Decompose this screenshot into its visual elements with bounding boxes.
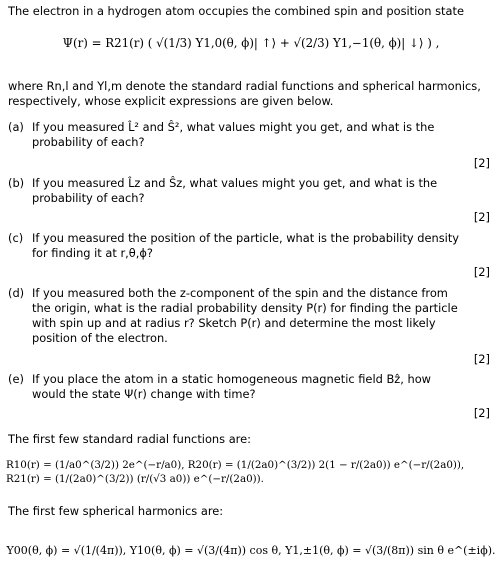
question-label: (a) — [8, 120, 24, 134]
harmonics-equation: Y00(θ, ϕ) = √(1/(4π)), Y10(θ, ϕ) = √(3/(4π)) cos θ, Y1,±1(θ, ϕ) = √(3/(8π)) sin θ e^(±iϕ). — [6, 544, 496, 557]
question-label: (b) — [8, 176, 25, 190]
question-text: If you measured the position of the particle, what is the probability density for finding it at r,θ,ϕ? — [32, 231, 460, 260]
question-text: If you measured both the z-component of the spin and the distance from the origin, what is the radial probability density P(r) for finding the particle with spin up and at radius r? Sketch P(r) and determine the most likely position of the electron. — [32, 286, 458, 345]
marks-a: [2] — [473, 156, 490, 170]
question-b — [8, 176, 468, 206]
marks-e: [2] — [473, 406, 490, 420]
radial-equation: R10(r) = (1/a0^(3/2)) 2e^(−r/a0), R20(r) = (1/(2a0)^(3/2)) 2(1 − r/(2a0)) e^(−r/(2a0)), R21(r) = (1/(2a0)^(3/2)) (r/(√3 a0)) e^(−r/(2a0)). — [6, 459, 465, 485]
question-d — [8, 286, 468, 346]
marks-b: [2] — [473, 210, 490, 224]
definitions-text: where Rn,l and Yl,m denote the standard radial functions and spherical harmonics, respectively, whose explicit expressions are given below. — [8, 79, 481, 108]
radial-heading: The first few standard radial functions are: — [8, 432, 251, 446]
question-label: (c) — [8, 231, 24, 245]
question-text: If you place the atom in a static homogeneous magnetic field Bẑ, how would the state Ψ(r) change with time? — [32, 372, 432, 401]
question-c — [8, 231, 468, 261]
question-a — [8, 120, 468, 150]
question-e — [8, 372, 468, 402]
intro-text: The electron in a hydrogen atom occupies the combined spin and position state — [8, 4, 464, 18]
question-text: If you measured L̂z and Ŝz, what values might you get, and what is the probability of each? — [32, 176, 438, 205]
question-label: (e) — [8, 372, 24, 386]
question-label: (d) — [8, 286, 25, 300]
state-equation: Ψ(r) = R21(r) ( √(1/3) Y1,0(θ, ϕ)| ↑⟩ + √(2/3) Y1,−1(θ, ϕ)| ↓⟩ ) , — [62, 36, 440, 50]
marks-c: [2] — [473, 265, 490, 279]
marks-d: [2] — [473, 352, 490, 366]
question-text: If you measured L̂² and Ŝ², what values might you get, and what is the probability of each? — [32, 120, 435, 149]
harmonics-heading: The first few spherical harmonics are: — [8, 504, 224, 518]
